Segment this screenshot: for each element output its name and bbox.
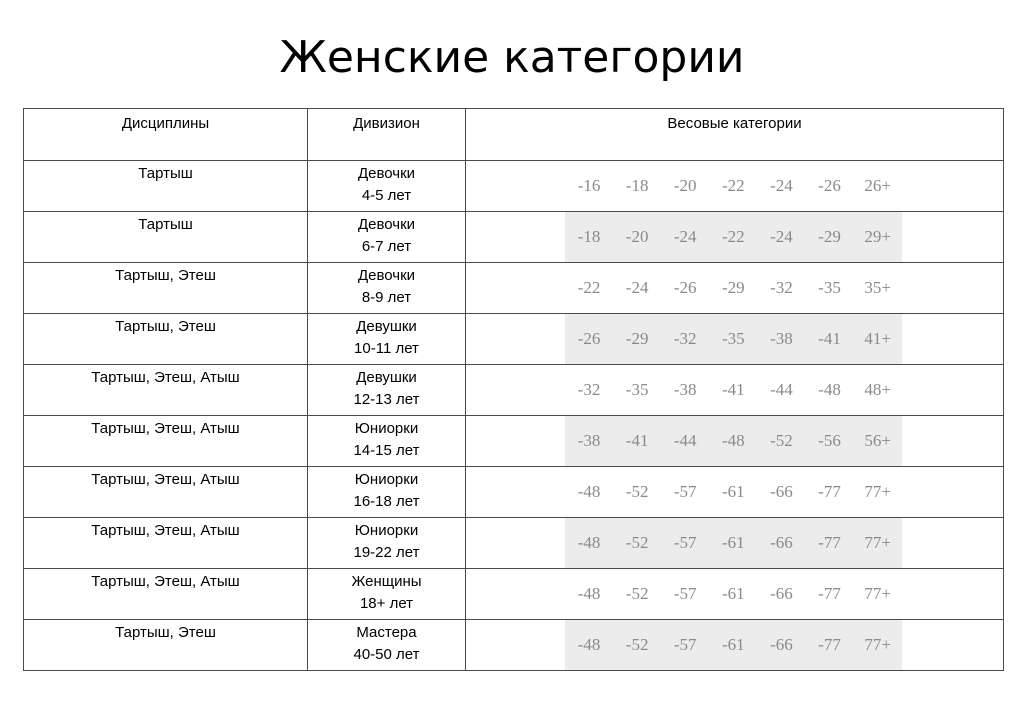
table-row <box>24 161 1004 212</box>
weight-category: -77 <box>818 533 841 552</box>
weight-category: -48 <box>721 431 745 450</box>
table-row <box>24 212 1004 263</box>
weight-category: -32 <box>770 278 793 297</box>
weight-category: -22 <box>721 176 745 195</box>
weight-category: -35 <box>625 380 649 399</box>
weight-category: -61 <box>721 635 745 654</box>
weights-cell <box>466 161 1004 212</box>
weight-category: -41 <box>818 329 841 348</box>
weight-category: -29 <box>625 329 649 348</box>
weight-category: -22 <box>721 227 745 246</box>
weight-category: -18 <box>577 227 601 246</box>
division-name: Девочки <box>357 216 416 233</box>
division-age: 18+ лет <box>359 595 414 612</box>
weight-category: -29 <box>721 278 745 297</box>
weight-category: 35+ <box>864 278 891 297</box>
weight-category: -24 <box>673 227 697 246</box>
division-age: 19-22 лет <box>353 544 420 561</box>
weight-categories-list <box>565 518 902 568</box>
weight-category: -35 <box>818 278 841 297</box>
weight-category: -44 <box>770 380 793 399</box>
weights-cell <box>466 314 1004 365</box>
weight-category: -61 <box>721 482 745 501</box>
weight-category: -20 <box>625 227 649 246</box>
division-cell <box>308 620 466 671</box>
division-age: 14-15 лет <box>353 442 420 459</box>
division-cell <box>308 161 466 212</box>
weight-category: -24 <box>770 227 793 246</box>
division-cell <box>308 212 466 263</box>
weight-category: -18 <box>625 176 649 195</box>
table-header-row <box>24 109 1004 161</box>
division-name: Девочки <box>357 267 416 284</box>
weight-categories-list <box>565 365 902 415</box>
weight-category: -57 <box>673 533 697 552</box>
disciplines-cell: Тартыш, Этеш <box>24 620 308 671</box>
weight-categories-list <box>565 569 902 619</box>
weight-category: -48 <box>577 635 601 654</box>
weight-category: -52 <box>770 431 793 450</box>
division-cell <box>308 569 466 620</box>
weight-category: 77+ <box>864 533 891 552</box>
division-name: Юниорки <box>354 420 419 437</box>
table-row <box>24 620 1004 671</box>
division-name: Девушки <box>356 318 417 335</box>
disciplines-cell: Тартыш, Этеш, Атыш <box>24 569 308 620</box>
division-age: 6-7 лет <box>361 238 412 255</box>
division-cell <box>308 314 466 365</box>
weight-category: -41 <box>625 431 649 450</box>
weight-category: -66 <box>770 584 793 603</box>
table-row <box>24 365 1004 416</box>
weight-category: -52 <box>625 533 649 552</box>
header-division: Дивизион <box>308 109 466 161</box>
categories-table <box>23 108 1004 671</box>
weight-categories-list <box>565 314 902 364</box>
table-row <box>24 314 1004 365</box>
division-cell <box>308 518 466 569</box>
disciplines-cell: Тартыш, Этеш, Атыш <box>24 416 308 467</box>
weight-category: 41+ <box>864 329 891 348</box>
weight-category: -77 <box>818 635 841 654</box>
disciplines-cell: Тартыш, Этеш, Атыш <box>24 518 308 569</box>
division-age: 10-11 лет <box>354 340 419 357</box>
disciplines-cell: Тартыш <box>24 212 308 263</box>
weight-category: -52 <box>625 635 649 654</box>
weight-category: -29 <box>818 227 841 246</box>
weights-cell <box>466 365 1004 416</box>
weight-categories-list <box>565 416 902 466</box>
division-name: Девушки <box>356 369 417 386</box>
weight-category: -24 <box>625 278 649 297</box>
weight-category: -20 <box>673 176 697 195</box>
division-age: 40-50 лет <box>353 646 420 663</box>
weight-category: -32 <box>577 380 601 399</box>
weight-category: 77+ <box>864 482 891 501</box>
weight-category: -77 <box>818 482 841 501</box>
division-name: Юниорки <box>354 471 419 488</box>
weight-category: -66 <box>770 635 793 654</box>
header-weights: Весовые категории <box>466 109 1004 161</box>
division-age: 4-5 лет <box>361 187 412 204</box>
weight-category: -16 <box>577 176 601 195</box>
weights-cell <box>466 569 1004 620</box>
weights-cell <box>466 212 1004 263</box>
weight-category: -35 <box>721 329 745 348</box>
table-row <box>24 467 1004 518</box>
table-row <box>24 263 1004 314</box>
division-name: Мастера <box>356 624 417 641</box>
weight-category: -26 <box>673 278 697 297</box>
weight-category: -56 <box>818 431 841 450</box>
weight-category: 26+ <box>864 176 891 195</box>
weight-category: -48 <box>818 380 841 399</box>
weight-category: -38 <box>770 329 793 348</box>
weights-cell <box>466 467 1004 518</box>
weight-category: -38 <box>577 431 601 450</box>
weight-category: -77 <box>818 584 841 603</box>
weight-categories-list <box>565 467 902 517</box>
weight-category: -57 <box>673 482 697 501</box>
weight-category: -66 <box>770 533 793 552</box>
weight-category: -26 <box>577 329 601 348</box>
division-age: 16-18 лет <box>353 493 420 510</box>
weight-category: -41 <box>721 380 745 399</box>
division-age: 8-9 лет <box>361 289 412 306</box>
weight-categories-list <box>565 161 902 211</box>
weight-category: -44 <box>673 431 697 450</box>
weight-category: -48 <box>577 584 601 603</box>
table-row <box>24 416 1004 467</box>
weight-categories-list <box>565 212 902 262</box>
weight-category: -52 <box>625 482 649 501</box>
weight-category: 77+ <box>864 635 891 654</box>
weights-cell <box>466 620 1004 671</box>
division-name: Юниорки <box>354 522 419 539</box>
division-name: Женщины <box>351 573 422 590</box>
weight-category: -38 <box>673 380 697 399</box>
weight-category: -61 <box>721 533 745 552</box>
disciplines-cell: Тартыш, Этеш, Атыш <box>24 365 308 416</box>
weight-category: 29+ <box>864 227 891 246</box>
table-row <box>24 518 1004 569</box>
disciplines-cell: Тартыш, Этеш <box>24 314 308 365</box>
header-disciplines: Дисциплины <box>24 109 308 161</box>
weight-category: -52 <box>625 584 649 603</box>
weight-category: -26 <box>818 176 841 195</box>
weight-category: -66 <box>770 482 793 501</box>
division-cell <box>308 263 466 314</box>
weight-category: -32 <box>673 329 697 348</box>
weight-category: -48 <box>577 482 601 501</box>
disciplines-cell: Тартыш, Этеш, Атыш <box>24 467 308 518</box>
weight-category: 77+ <box>864 584 891 603</box>
weight-category: -61 <box>721 584 745 603</box>
weight-category: 48+ <box>864 380 891 399</box>
weights-cell <box>466 416 1004 467</box>
weight-category: -24 <box>770 176 793 195</box>
table-row <box>24 569 1004 620</box>
weight-category: 56+ <box>864 431 891 450</box>
weight-categories-list <box>565 620 902 670</box>
weight-category: -57 <box>673 635 697 654</box>
weights-cell <box>466 263 1004 314</box>
weight-category: -48 <box>577 533 601 552</box>
weights-cell <box>466 518 1004 569</box>
disciplines-cell: Тартыш <box>24 161 308 212</box>
weight-category: -57 <box>673 584 697 603</box>
weight-category: -22 <box>577 278 601 297</box>
division-cell <box>308 416 466 467</box>
disciplines-cell: Тартыш, Этеш <box>24 263 308 314</box>
weight-categories-list <box>565 263 902 313</box>
division-name: Девочки <box>357 165 416 182</box>
page-title: Женские категории <box>279 32 745 83</box>
division-age: 12-13 лет <box>353 391 420 408</box>
division-cell <box>308 467 466 518</box>
division-cell <box>308 365 466 416</box>
